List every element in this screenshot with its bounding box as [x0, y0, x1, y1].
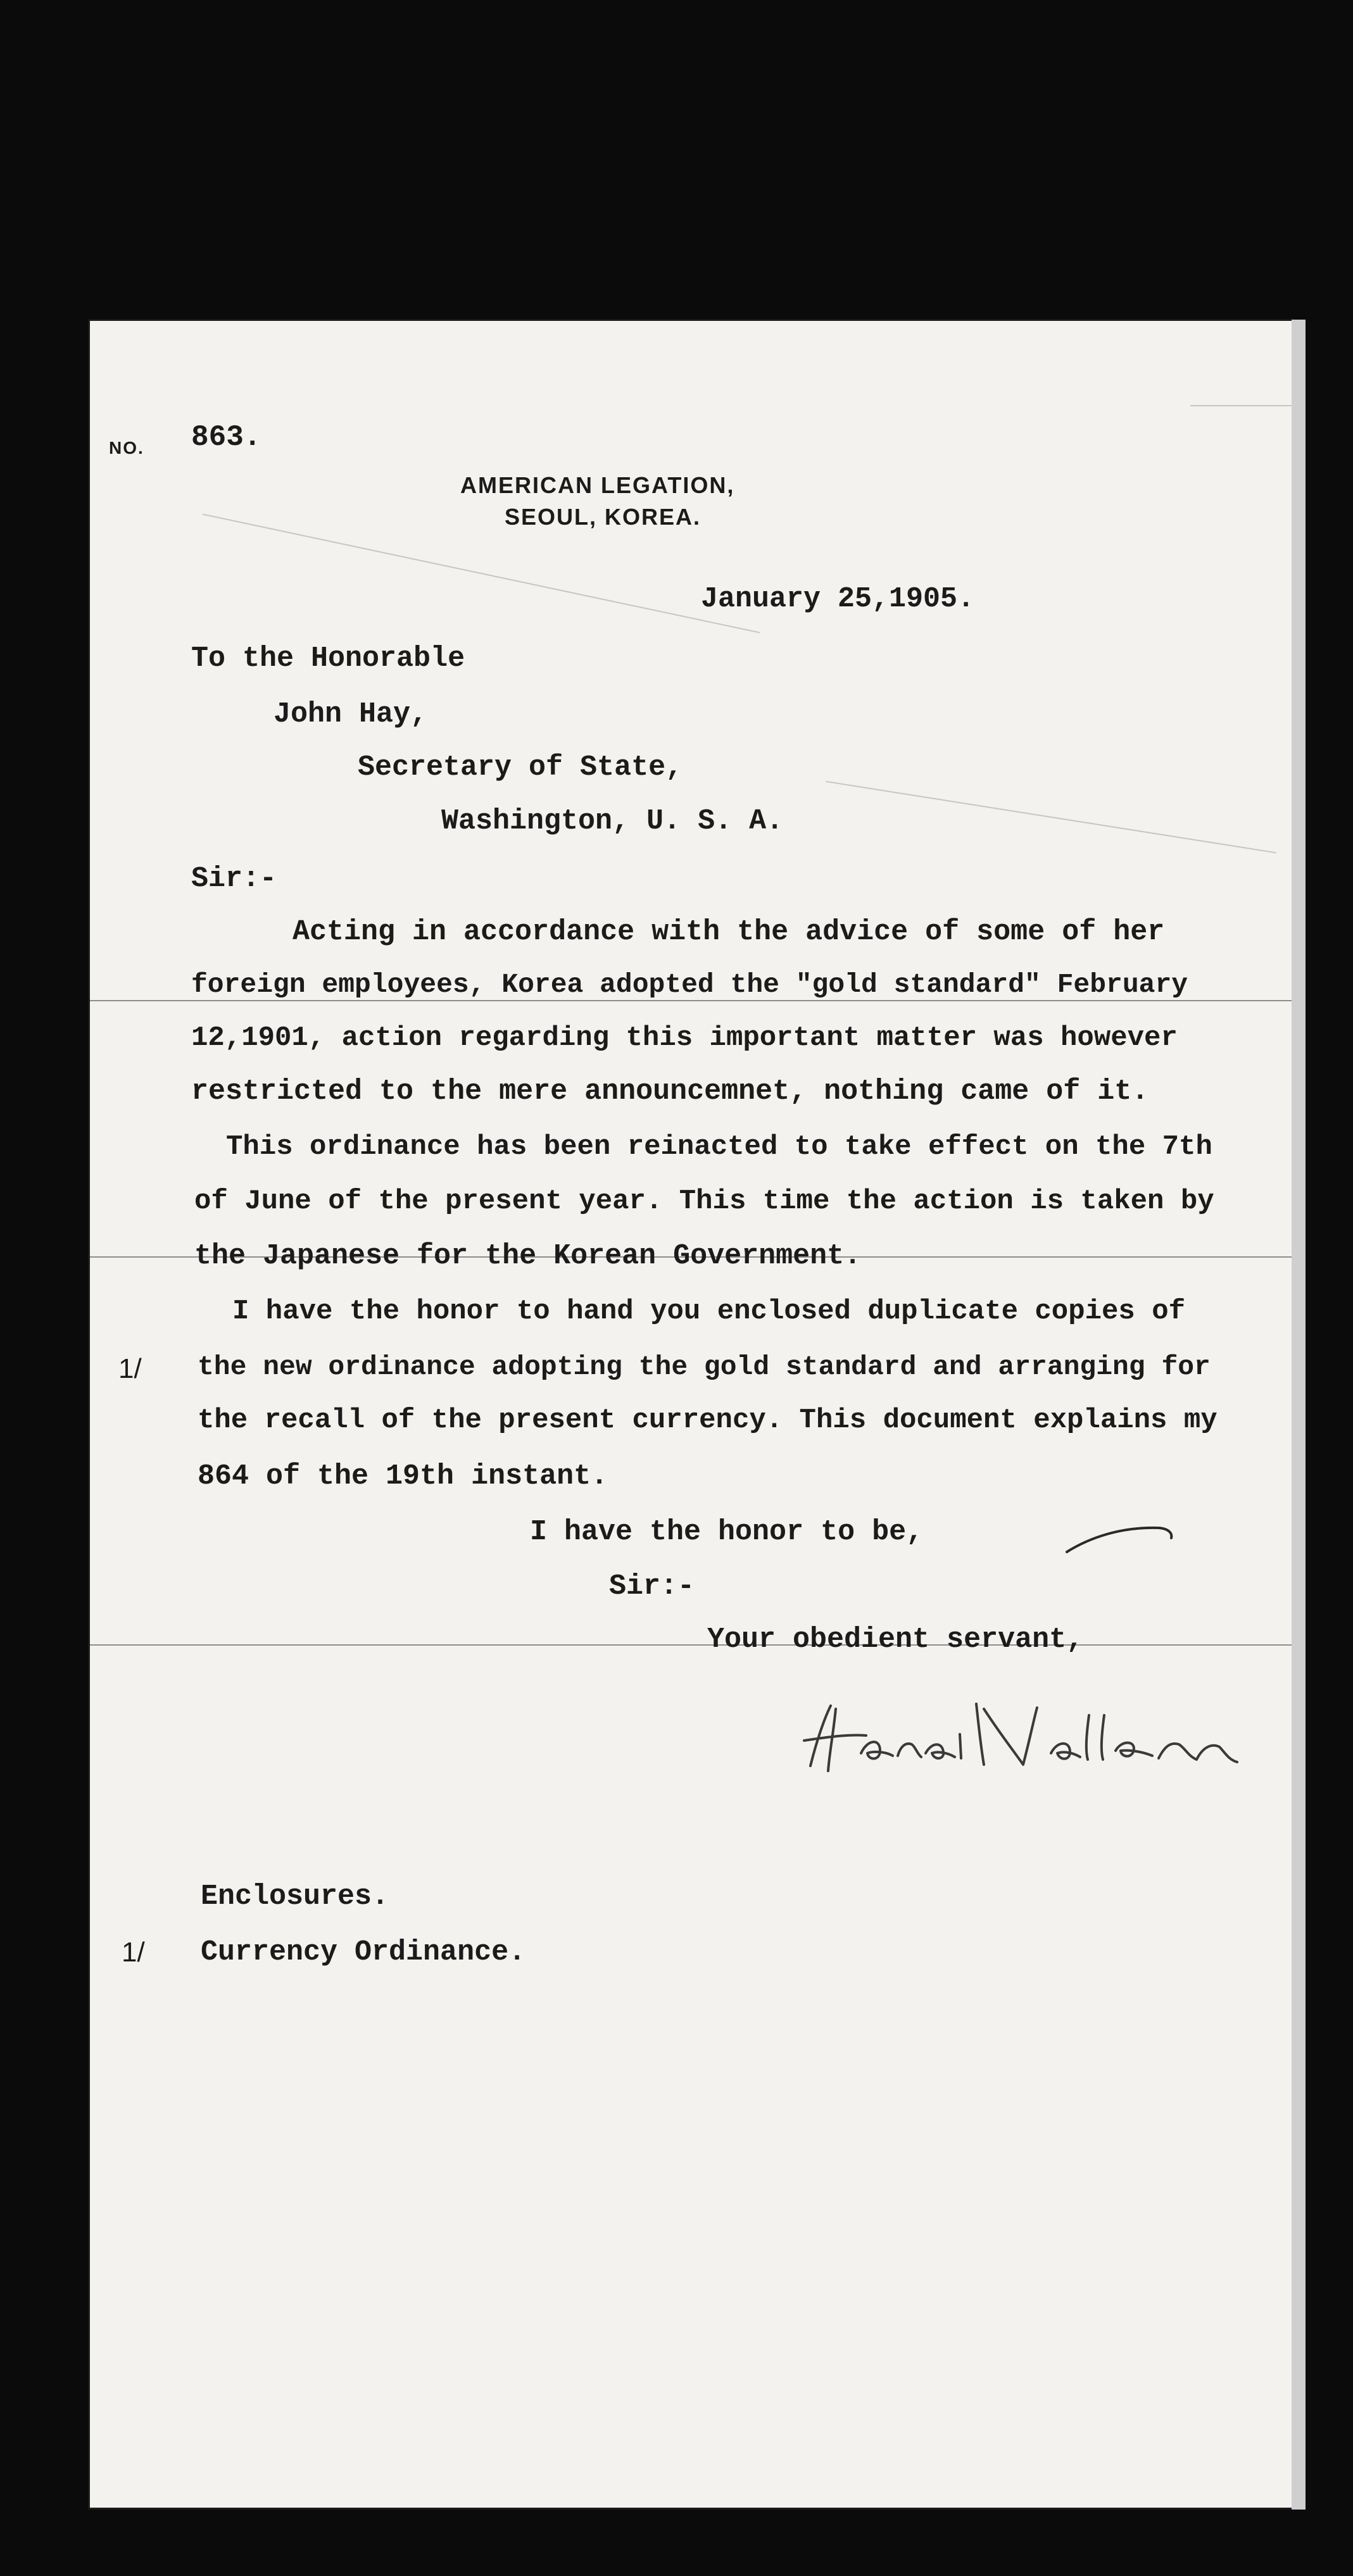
scan-rule	[90, 1000, 1292, 1001]
addressee-line-4: Washington, U. S. A.	[441, 805, 784, 837]
letterhead-line-1: AMERICAN LEGATION,	[460, 472, 735, 498]
body-line: I have the honor to hand you enclosed duplicate copies of	[232, 1296, 1186, 1327]
letter-date: January 25,1905.	[701, 583, 975, 615]
salutation: Sir:-	[191, 863, 277, 895]
enclosures-heading: Enclosures.	[201, 1880, 389, 1913]
margin-marker: 1/	[118, 1353, 142, 1384]
letter-number: 863.	[191, 421, 261, 454]
letterhead-line-2: SEOUL, KOREA.	[505, 504, 702, 530]
body-line: foreign employees, Korea adopted the "gold standard" February	[191, 969, 1188, 1000]
body-line: restricted to the mere announcemnet, nothing came of it.	[191, 1075, 1149, 1108]
body-line: This ordinance has been reinacted to take effect on the 7th	[226, 1131, 1212, 1163]
scan-rule	[90, 1644, 1292, 1646]
body-line: 12,1901, action regarding this important matter was however	[191, 1022, 1178, 1054]
enclosure-item: Currency Ordinance.	[201, 1936, 526, 1968]
page-edge	[1292, 320, 1306, 2510]
addressee-line-3: Secretary of State,	[358, 751, 683, 784]
closing-line-2: Sir:-	[609, 1570, 695, 1603]
closing-line-1: I have the honor to be,	[530, 1516, 924, 1548]
pen-mark	[1064, 1519, 1178, 1557]
body-line: 864 of the 19th instant.	[198, 1460, 608, 1492]
number-label: NO.	[109, 438, 144, 458]
body-line: Acting in accordance with the advice of some of her	[293, 916, 1165, 948]
body-line: the recall of the present currency. This document explains my	[198, 1404, 1218, 1436]
body-line: the Japanese for the Korean Government.	[194, 1240, 862, 1272]
addressee-line-1: To the Honorable	[191, 642, 465, 675]
closing-line-3: Your obedient servant,	[707, 1623, 1084, 1656]
scan-scratch	[1190, 405, 1292, 406]
handwritten-signature	[791, 1690, 1247, 1785]
body-line: the new ordinance adopting the gold standard and arranging for	[198, 1351, 1211, 1382]
body-line: of June of the present year. This time the action is taken by	[194, 1185, 1214, 1217]
addressee-line-2: John Hay,	[274, 698, 428, 730]
enclosure-marker: 1/	[122, 1937, 145, 1968]
